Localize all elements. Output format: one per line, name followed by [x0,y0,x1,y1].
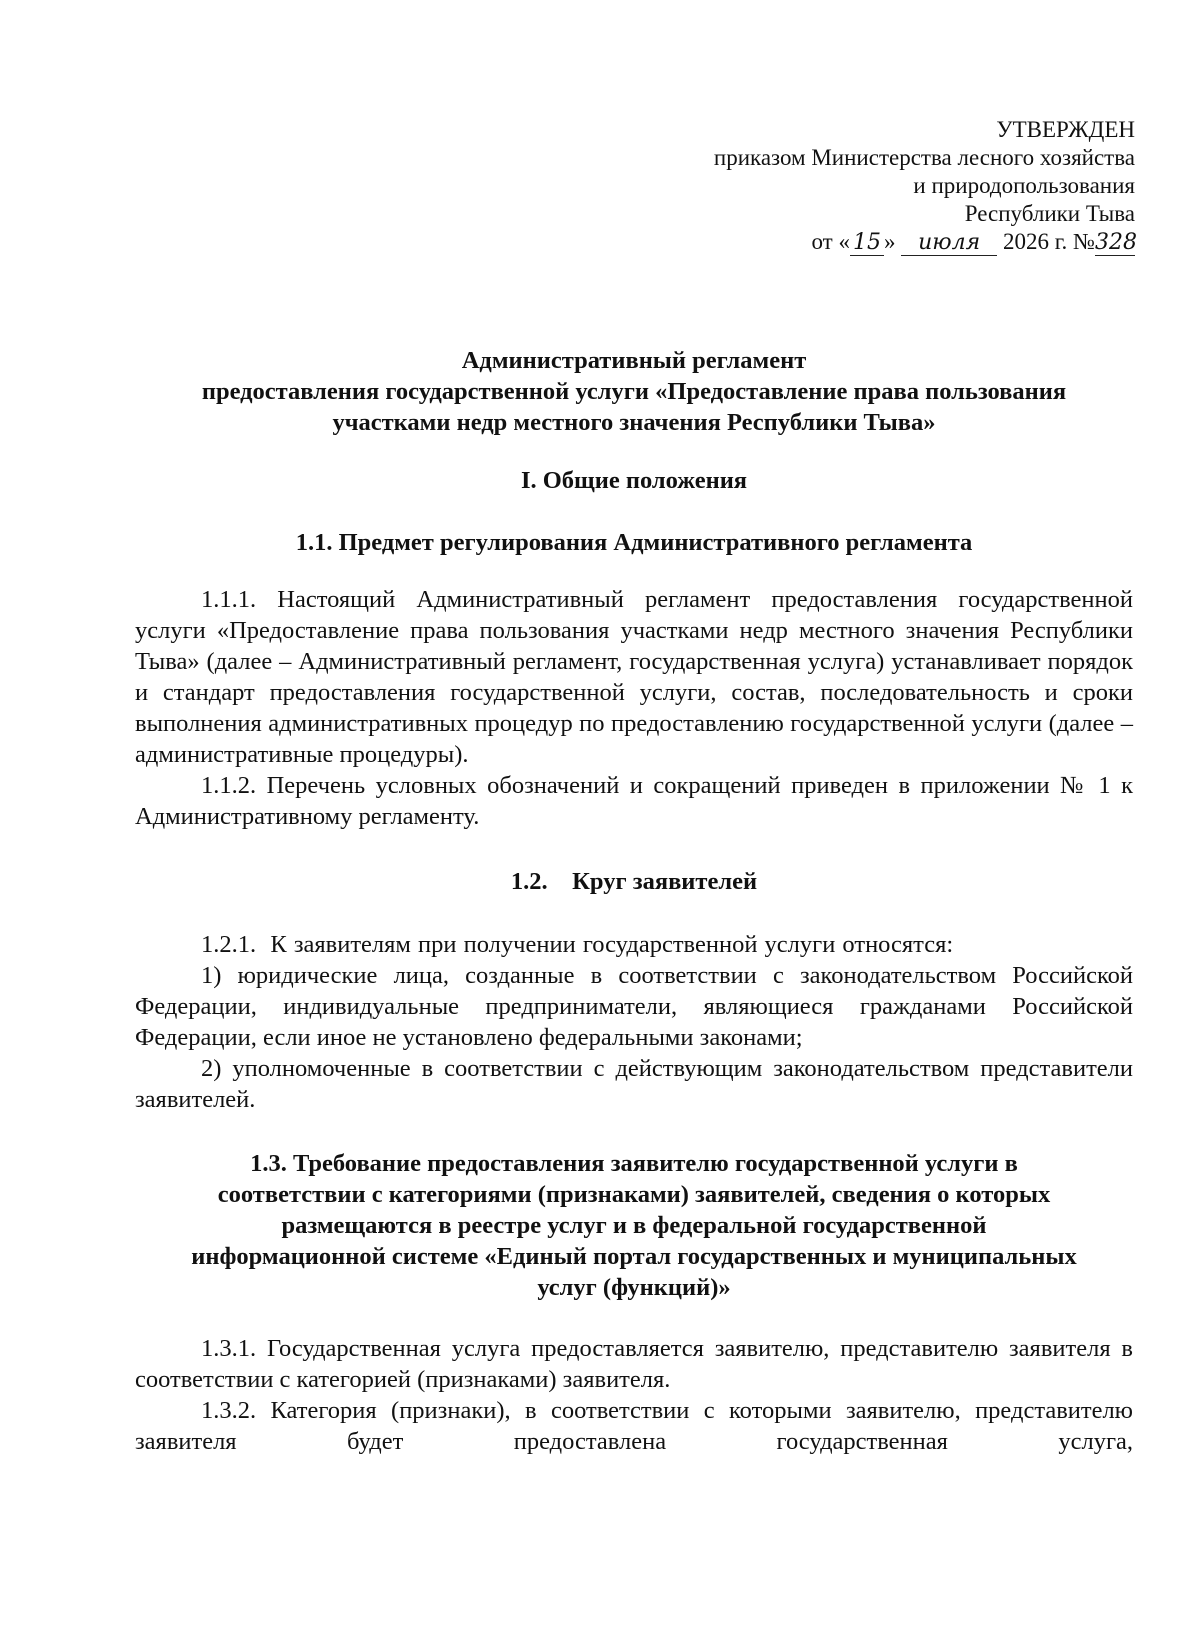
paragraph-1-2-1: 1.2.1. К заявителям при получении государственной услуги относятся: [201,931,954,958]
paragraph-1-3-2: 1.3.2. Категория (признаки), в соответствии с которыми заявителю, представителю заявителя будет предоставлена государственная услуга, [135,1397,1133,1455]
heading-1-3-line-3: размещаются в реестре услуг и в федеральной государственной [281,1212,987,1239]
list-item-2: 2) уполномоченные в соответствии с действующим законодательством представители заявителей. [135,1055,1133,1113]
heading-1-3-line-2: соответствии с категориями (признаками) заявителей, сведения о которых [217,1181,1051,1208]
approval-stamp [595,116,1135,256]
paragraph-1-1-1: 1.1.1. Настоящий Административный регламент предоставления государственной услуги «Предоставление права пользования участками недр местного значения Республики Тыва» (далее – Административный регламент, государственная услуга) устанавливает порядок и стандарт предоставления государственной услуги, состав, последовательность и сроки выполнения административных процедур по предоставлению государственной услуги (далее – административные процедуры). [135,586,1133,768]
paragraph-1-1-2: 1.1.2. Перечень условных обозначений и сокращений приведен в приложении № 1 к Административному регламенту. [135,772,1133,830]
heading-1-3-line-1: 1.3. Требование предоставления заявителю государственной услуги в [250,1150,1018,1177]
date-mid: » [883,229,896,254]
date-year: 2026 г. № [1002,229,1095,254]
handwritten-day: 15 [850,231,884,256]
section-heading-general: I. Общие положения [520,467,748,494]
subsection-heading-1-1: 1.1. Предмет регулирования Административного регламента [295,529,973,556]
title-line-3: участками недр местного значения Республики Тыва» [332,409,936,436]
heading-1-3-line-4: информационной системе «Единый портал государственных и муниципальных [191,1243,1077,1270]
subsection-heading-1-2: 1.2. Круг заявителей [510,868,758,895]
approval-ministry-line: и природопользования [913,173,1135,198]
document-title [135,345,1133,438]
document-body [135,345,1133,1457]
approval-date-line [595,228,1135,256]
date-prefix: от « [811,229,850,254]
heading-1-3-line-5: услуг (функций)» [537,1274,731,1301]
handwritten-number: 328 [1095,230,1137,255]
handwritten-month: июля [901,231,997,256]
title-line-2: предоставления государственной услуги «Предоставление права пользования [201,378,1067,405]
approval-title: УТВЕРЖДЕН [996,117,1135,142]
approval-order-line: приказом Министерства лесного хозяйства [713,145,1135,170]
list-item-1: 1) юридические лица, созданные в соответствии с законодательством Российской Федерации, индивидуальные предприниматели, являющиеся гражданами Российской Федерации, если иное не установлено федеральными законами; [135,962,1133,1051]
paragraph-1-3-1: 1.3.1. Государственная услуга предоставляется заявителю, представителю заявителя в соответствии с категорией (признаками) заявителя. [135,1335,1133,1393]
title-line-1: Административный регламент [461,347,807,374]
subsection-heading-1-3 [135,1148,1133,1303]
approval-republic-line: Республики Тыва [964,201,1135,226]
